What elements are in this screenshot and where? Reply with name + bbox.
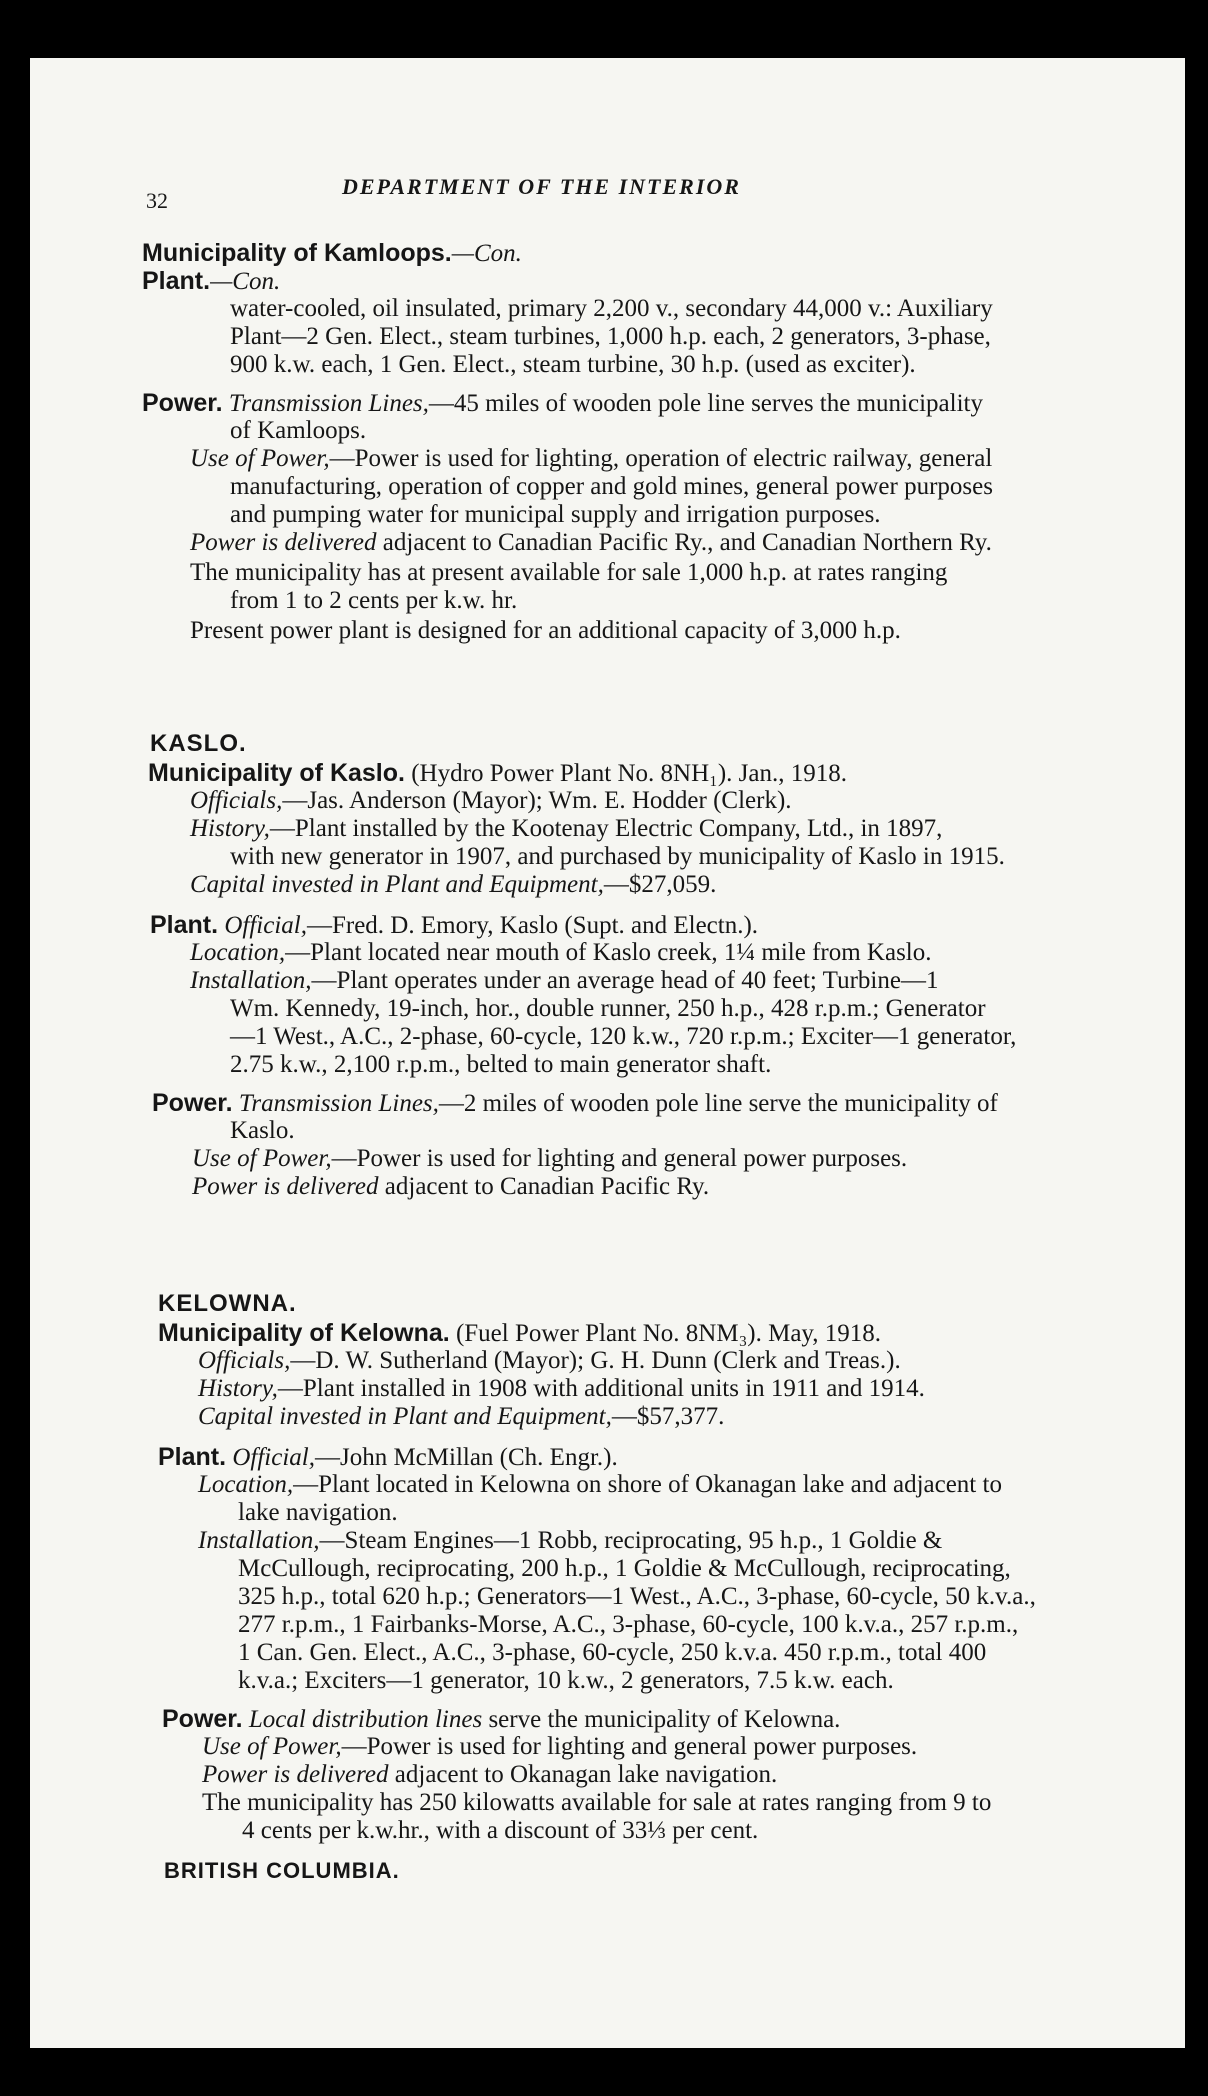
kaslo-plant-official: Plant. Official,—Fred. D. Emory, Kaslo (Supt. and Electn.). bbox=[150, 911, 759, 939]
kelowna-available-1: The municipality has 250 kilowatts available for sale at rates ranging from 9 to bbox=[202, 1789, 992, 1816]
kelowna-use-of-power: Use of Power,—Power is used for lighting and general power purposes. bbox=[202, 1733, 918, 1760]
kaslo-use-of-power: Use of Power,—Power is used for lighting and general power purposes. bbox=[192, 1145, 908, 1172]
kaslo-installation: Installation,—Plant operates under an average head of 40 feet; Turbine—1 bbox=[190, 967, 939, 994]
kamloops-transmission-cont: of Kamloops. bbox=[230, 417, 367, 444]
kamloops-present-plant: Present power plant is designed for an additional capacity of 3,000 h.p. bbox=[190, 617, 901, 644]
kamloops-use-text-2: and pumping water for municipal supply and irrigation purposes. bbox=[230, 501, 881, 528]
kaslo-history: History,—Plant installed by the Kootenay Electric Company, Ltd., in 1897, bbox=[190, 815, 943, 842]
kaslo-municipality-line: Municipality of Kaslo. (Hydro Power Plant No. 8NH₁). Jan., 1918. bbox=[148, 759, 847, 787]
kelowna-install-text-5: k.v.a.; Exciters—1 generator, 10 k.w., 2 generators, 7.5 k.w. each. bbox=[238, 1667, 894, 1694]
kamloops-plant-line: Plant.—Con. bbox=[142, 267, 281, 295]
kamloops-power-delivered: Power is delivered adjacent to Canadian Pacific Ry., and Canadian Northern Ry. bbox=[190, 529, 992, 556]
running-title: DEPARTMENT OF THE INTERIOR bbox=[342, 174, 741, 199]
kelowna-install-text-2: 325 h.p., total 620 h.p.; Generators—1 West., A.C., 3-phase, 60-cycle, 50 k.v.a., bbox=[238, 1583, 1036, 1610]
kamloops-plant-text-3: 900 k.w. each, 1 Gen. Elect., steam turbine, 30 h.p. (used as exciter). bbox=[230, 351, 916, 378]
kaslo-officials: Officials,—Jas. Anderson (Mayor); Wm. E. Hodder (Clerk). bbox=[190, 787, 792, 814]
kelowna-power-delivered: Power is delivered adjacent to Okanagan lake navigation. bbox=[202, 1761, 778, 1788]
kaslo-power-transmission: Power. Transmission Lines,—2 miles of wooden pole line serve the municipality of bbox=[152, 1089, 998, 1117]
kamloops-plant-text-2: Plant—2 Gen. Elect., steam turbines, 1,000 h.p. each, 2 generators, 3-phase, bbox=[230, 323, 991, 350]
kelowna-heading: KELOWNA. bbox=[158, 1290, 297, 1317]
kelowna-plant-official: Plant. Official,—John McMillan (Ch. Engr.). bbox=[158, 1443, 618, 1471]
kelowna-location: Location,—Plant located in Kelowna on shore of Okanagan lake and adjacent to bbox=[198, 1471, 1002, 1498]
kelowna-available-2: 4 cents per k.w.hr., with a discount of 33⅓ per cent. bbox=[242, 1817, 759, 1844]
kamloops-power-transmission: Power. Transmission Lines,—45 miles of wooden pole line serves the municipality bbox=[142, 389, 983, 417]
kelowna-history: History,—Plant installed in 1908 with additional units in 1911 and 1914. bbox=[198, 1375, 925, 1402]
kelowna-location-cont: lake navigation. bbox=[238, 1499, 398, 1526]
kamloops-plant-text-1: water-cooled, oil insulated, primary 2,200 v., secondary 44,000 v.: Auxiliary bbox=[230, 295, 993, 322]
kaslo-heading: KASLO. bbox=[150, 730, 247, 757]
kelowna-install-text-3: 277 r.p.m., 1 Fairbanks-Morse, A.C., 3-phase, 60-cycle, 100 k.v.a., 257 r.p.m., bbox=[238, 1611, 1019, 1638]
kelowna-install-text-1: McCullough, reciprocating, 200 h.p., 1 Goldie & McCullough, reciprocating, bbox=[238, 1555, 1011, 1582]
kaslo-install-text-3: 2.75 k.w., 2,100 r.p.m., belted to main generator shaft. bbox=[230, 1051, 772, 1078]
kaslo-install-text-2: —1 West., A.C., 2-phase, 60-cycle, 120 k.w., 720 r.p.m.; Exciter—1 generator, bbox=[230, 1023, 1017, 1050]
kamloops-municipality-line: Municipality of Kamloops.—Con. bbox=[142, 239, 522, 267]
kelowna-power-local: Power. Local distribution lines serve the municipality of Kelowna. bbox=[162, 1705, 841, 1733]
document-page bbox=[30, 58, 1185, 2048]
kaslo-capital: Capital invested in Plant and Equipment,—$27,059. bbox=[190, 871, 717, 898]
province-footer: BRITISH COLUMBIA. bbox=[164, 1858, 400, 1883]
kelowna-capital: Capital invested in Plant and Equipment,—$57,377. bbox=[198, 1403, 725, 1430]
kelowna-installation: Installation,—Steam Engines—1 Robb, reciprocating, 95 h.p., 1 Goldie & bbox=[198, 1527, 943, 1554]
kaslo-transmission-cont: Kaslo. bbox=[230, 1117, 295, 1144]
kaslo-location: Location,—Plant located near mouth of Kaslo creek, 1¼ mile from Kaslo. bbox=[190, 939, 932, 966]
kaslo-history-cont: with new generator in 1907, and purchased by municipality of Kaslo in 1915. bbox=[230, 843, 1005, 870]
kamloops-available-2: from 1 to 2 cents per k.w. hr. bbox=[230, 587, 518, 614]
kelowna-municipality-line: Municipality of Kelowna. (Fuel Power Plant No. 8NM₃). May, 1918. bbox=[158, 1319, 882, 1347]
kamloops-use-of-power: Use of Power,—Power is used for lighting, operation of electric railway, general bbox=[190, 445, 993, 472]
kamloops-available-1: The municipality has at present available for sale 1,000 h.p. at rates ranging bbox=[190, 559, 948, 586]
kaslo-power-delivered: Power is delivered adjacent to Canadian Pacific Ry. bbox=[192, 1173, 710, 1200]
kelowna-officials: Officials,—D. W. Sutherland (Mayor); G. H. Dunn (Clerk and Treas.). bbox=[198, 1347, 901, 1374]
page-number: 32 bbox=[146, 188, 168, 213]
kelowna-install-text-4: 1 Can. Gen. Elect., A.C., 3-phase, 60-cycle, 250 k.v.a. 450 r.p.m., total 400 bbox=[238, 1639, 987, 1666]
kaslo-install-text-1: Wm. Kennedy, 19-inch, hor., double runner, 250 h.p., 428 r.p.m.; Generator bbox=[230, 995, 986, 1022]
kamloops-use-text-1: manufacturing, operation of copper and gold mines, general power purposes bbox=[230, 473, 993, 500]
